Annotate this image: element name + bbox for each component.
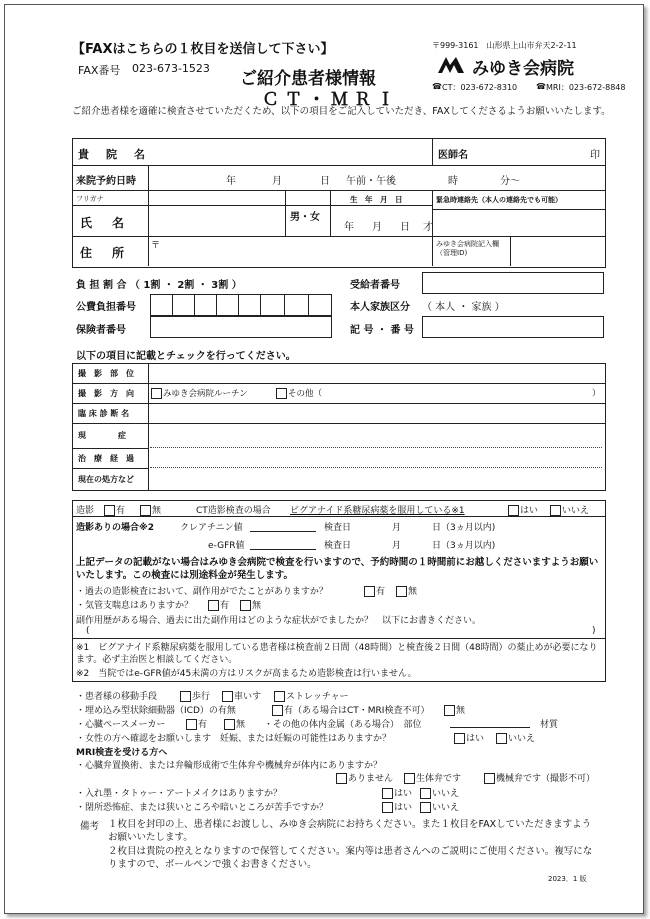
- biguanide-question: ビグアナイド系糖尿病薬を服用している※1: [290, 506, 465, 516]
- urgent-input[interactable]: [436, 212, 602, 234]
- site-input[interactable]: [152, 366, 600, 381]
- age-unit: 才: [423, 222, 433, 233]
- egfr-month[interactable]: 月: [392, 541, 402, 551]
- visit-minute[interactable]: 分～: [500, 176, 520, 187]
- creatinine-date-label: 検査日: [324, 523, 352, 533]
- hospital-address: 〒999-3161 山形県上山市弁天2-2-11: [432, 41, 577, 50]
- family-label: 本人家族区分: [350, 302, 410, 313]
- course-label: 治 療 経 過: [78, 454, 134, 463]
- doctor-input[interactable]: [480, 145, 585, 161]
- material-label: 材質: [540, 720, 559, 730]
- diagnosis-input[interactable]: [152, 406, 600, 421]
- with-contrast-label: 造影ありの場合※2: [76, 523, 155, 533]
- name-input[interactable]: [154, 208, 282, 234]
- family-select[interactable]: （ 本人 ・ 家族 ）: [422, 302, 505, 313]
- medication-input[interactable]: [152, 470, 600, 487]
- intro-text: ご紹介患者様を適確に検査させていただくため、以下の項目をご記入していただき、FAXしてくださるようお願いいたします。: [72, 106, 611, 117]
- tattoo-question: ・入れ墨・タトゥー・アートメイクはありますか？: [76, 789, 283, 799]
- past-side-effect-question: ・過去の造影検査において、副作用がでたことがありますか？: [76, 587, 328, 597]
- contrast-no-checkbox[interactable]: [140, 505, 151, 516]
- symptom-label: 現 症: [78, 431, 126, 440]
- biguanide-no-option[interactable]: いいえ: [550, 503, 589, 516]
- contrast-notice: 上記データの記載がない場合はみゆき会病院で検査を行いますので、予約時間の１時間前にお越しくださいますようお願いいたします。この検査には別途料金が発生します。: [76, 557, 599, 581]
- claustrophobia-yes-checkbox[interactable]: [382, 802, 393, 813]
- note-2: ※2 当院ではe-GFR値が45未満の方はリスクが高まるため造影検査は行いません。: [76, 669, 417, 679]
- icd-yes-checkbox[interactable]: [272, 705, 283, 716]
- recipient-input[interactable]: [422, 272, 604, 294]
- pacemaker-yes-checkbox[interactable]: [186, 719, 197, 730]
- pregnancy-yes-checkbox[interactable]: [454, 733, 465, 744]
- icd-question: ・埋め込み型状除細動器（ICD）の有無: [76, 706, 236, 716]
- birth-day[interactable]: 日: [400, 222, 410, 233]
- stretcher-option[interactable]: ストレッチャー: [274, 689, 349, 702]
- creatinine-day-note: 日（3ヵ月以内): [432, 523, 496, 533]
- valve-question: ・心臓弁置換術、または弁輪形成術で生体弁や機械弁が体内にありますか？: [76, 761, 383, 771]
- valve-mech-option[interactable]: 機械弁です（撮影不可）: [484, 771, 595, 784]
- tattoo-no-checkbox[interactable]: [420, 788, 431, 799]
- claustrophobia-no-checkbox[interactable]: [420, 802, 431, 813]
- valve-bio-checkbox[interactable]: [404, 773, 415, 784]
- form-title: ご紹介患者様情報: [240, 69, 376, 89]
- direction-label: 撮 影 方 向: [78, 389, 134, 398]
- egfr-label: e-GFR値: [208, 541, 245, 551]
- medication-label: 現在の処方など: [78, 475, 134, 484]
- past-no-option[interactable]: 無: [396, 584, 417, 597]
- valve-none-checkbox[interactable]: [336, 773, 347, 784]
- postal-mark: 〒: [151, 241, 161, 251]
- phone-icon: ☎: [432, 82, 442, 91]
- burden-label[interactable]: 負 担 割 合 （ 1割 ・ 2割 ・ 3割 ）: [76, 280, 242, 291]
- claustrophobia-no-option[interactable]: いいえ: [420, 800, 459, 813]
- history-close-paren: ): [592, 626, 596, 636]
- metal-question: ・その他の体内金属（ある場合） 部位: [264, 720, 422, 730]
- tattoo-no-option[interactable]: いいえ: [420, 786, 459, 799]
- pregnancy-yes-option[interactable]: はい: [454, 731, 484, 744]
- symbol-input[interactable]: [422, 316, 604, 338]
- past-yes-checkbox[interactable]: [364, 586, 375, 597]
- sex-select[interactable]: 男・女: [290, 212, 320, 223]
- ct-tel: CT：023-672-8310: [442, 83, 518, 92]
- pacemaker-question: ・心臓ペースメーカー: [76, 720, 166, 730]
- visit-label: 来院予約日時: [76, 176, 136, 187]
- visit-year[interactable]: 年: [226, 176, 236, 187]
- metal-site-input[interactable]: [450, 727, 530, 728]
- seal-mark: 印: [590, 150, 600, 161]
- insurer-label: 保険者番号: [76, 325, 126, 336]
- visit-ampm[interactable]: 午前・午後: [346, 176, 396, 187]
- asthma-question: ・気管支喘息はありますか？: [76, 601, 194, 611]
- visit-day[interactable]: 日: [320, 176, 330, 187]
- contrast-no-option[interactable]: 無: [140, 503, 161, 516]
- symptom-input[interactable]: [152, 426, 600, 466]
- hospital-logo-icon: [436, 55, 468, 78]
- contrast-yes-option[interactable]: 有: [104, 503, 125, 516]
- creatinine-month[interactable]: 月: [392, 523, 402, 533]
- valve-none-option[interactable]: ありません: [336, 771, 393, 784]
- asthma-yes-option[interactable]: 有: [208, 598, 229, 611]
- walk-checkbox[interactable]: [180, 691, 191, 702]
- routine-option[interactable]: みゆき会病院ルーチン: [151, 387, 248, 399]
- recipient-label: 受給者番号: [350, 280, 400, 291]
- public-number-input[interactable]: [150, 294, 332, 316]
- pacemaker-yes-option[interactable]: 有: [186, 717, 207, 730]
- history-open-paren: (: [86, 626, 90, 636]
- mri-heading: MRI検査を受ける方へ: [76, 748, 168, 758]
- remark-1: １枚目を封印の上、患者様にお渡しし、みゆき会病院にお持ちください。また１枚目をFAXしていただきますようお願いいたします。: [108, 819, 592, 843]
- visit-month[interactable]: 月: [272, 176, 282, 187]
- routine-checkbox[interactable]: [151, 388, 162, 399]
- furigana-label: フリガナ: [76, 195, 104, 203]
- contrast-yes-checkbox[interactable]: [104, 505, 115, 516]
- diagnosis-label: 臨 床 診 断 名: [78, 409, 130, 418]
- biguanide-yes-checkbox[interactable]: [508, 505, 519, 516]
- other-close-paren: ）: [592, 389, 601, 399]
- past-no-checkbox[interactable]: [396, 586, 407, 597]
- contrast-label: 造影: [76, 506, 95, 516]
- icd-yes-option[interactable]: 有（ある場合はCT・MRI検査不可）: [272, 703, 429, 716]
- history-input[interactable]: [96, 624, 586, 637]
- asthma-yes-checkbox[interactable]: [208, 600, 219, 611]
- address-input[interactable]: [162, 240, 428, 264]
- pregnancy-no-option[interactable]: いいえ: [496, 731, 535, 744]
- wheelchair-option[interactable]: 車いす: [222, 689, 261, 702]
- birth-year[interactable]: 年: [344, 222, 354, 233]
- pacemaker-no-option[interactable]: 無: [224, 717, 245, 730]
- insurer-input[interactable]: [150, 316, 332, 338]
- fax-notice: 【FAXはこちらの１枚目を送信して下さい】: [72, 42, 334, 57]
- egfr-date-label: 検査日: [324, 541, 352, 551]
- birth-month[interactable]: 月: [372, 222, 382, 233]
- note-1: ※1 ビグアナイド系糖尿病薬を服用している患者様は検査前２日間（48時間）と検査後２日間（48時間）の薬止めが必要になります。必ず主治医と相談してください。: [76, 643, 598, 665]
- asthma-no-checkbox[interactable]: [240, 600, 251, 611]
- egfr-day-note: 日（3ヵ月以内): [432, 541, 496, 551]
- urgent-label: 緊急時連絡先（本人の連絡先でも可能）: [436, 196, 562, 204]
- claustrophobia-yes-option[interactable]: はい: [382, 800, 412, 813]
- doctor-label: 医師名: [438, 150, 468, 161]
- hospital-name: みゆき会病院: [472, 59, 574, 79]
- fax-label: FAX番号: [78, 64, 121, 77]
- valve-bio-option[interactable]: 生体弁です: [404, 771, 461, 784]
- stretcher-checkbox[interactable]: [274, 691, 285, 702]
- move-question: ・患者様の移動手段: [76, 692, 158, 702]
- address-label: 住 所: [80, 246, 129, 260]
- version-label: 2023．1 版: [548, 875, 587, 883]
- remark-label: 備考: [80, 821, 100, 832]
- visit-hour[interactable]: 時: [448, 176, 458, 187]
- biguanide-no-checkbox[interactable]: [550, 505, 561, 516]
- other-option[interactable]: その他（: [276, 387, 322, 399]
- asthma-no-option[interactable]: 無: [240, 598, 261, 611]
- site-label: 撮 影 部 位: [78, 369, 134, 378]
- public-label: 公費負担番号: [76, 302, 136, 313]
- tattoo-yes-option[interactable]: はい: [382, 786, 412, 799]
- tattoo-yes-checkbox[interactable]: [382, 788, 393, 799]
- walk-option[interactable]: 歩行: [180, 689, 210, 702]
- pacemaker-no-checkbox[interactable]: [224, 719, 235, 730]
- birth-label: 生 年 月 日: [350, 195, 403, 204]
- valve-mech-checkbox[interactable]: [484, 773, 495, 784]
- pregnancy-question: ・女性の方へ確認をお願いします 妊娠、または妊娠の可能性はありますか？: [76, 734, 392, 744]
- wheelchair-checkbox[interactable]: [222, 691, 233, 702]
- internal-label: みゆき会病院記入欄（管理ID): [436, 240, 499, 257]
- biguanide-yes-option[interactable]: はい: [508, 503, 538, 516]
- furigana-input[interactable]: [154, 192, 282, 204]
- claustrophobia-question: ・閉所恐怖症、または狭いところや暗いところが苦手ですか？: [76, 803, 329, 813]
- history-question: 副作用歴がある場合、過去に出た副作用はどのような症状がでましたか？ 以下にお書きください。: [76, 616, 482, 626]
- fax-number: 023-673-1523: [132, 62, 210, 75]
- phone-icon: ☎: [536, 82, 546, 91]
- name-label: 氏 名: [80, 216, 129, 230]
- past-yes-option[interactable]: 有: [364, 584, 385, 597]
- ct-case-label: CT造影検査の場合: [196, 506, 271, 516]
- form-subtitle: ＣＴ・ＭＲＩ: [262, 90, 400, 110]
- remark-2: ２枚目は貴院の控えとなりますので保管してください。案内等は患者さんへのご説明にご使用ください。複写になりますので、ボールペンで強くお書きください。: [108, 846, 593, 870]
- mri-tel: MRI：023-672-8848: [546, 83, 626, 92]
- pregnancy-no-checkbox[interactable]: [496, 733, 507, 744]
- icd-no-checkbox[interactable]: [444, 705, 455, 716]
- hospital-name-input[interactable]: [154, 145, 426, 161]
- icd-no-option[interactable]: 無: [444, 703, 465, 716]
- hospital-name-label: 貴 院 名: [78, 148, 148, 161]
- check-intro: 以下の項目に記載とチェックを行ってください。: [76, 351, 296, 362]
- symbol-label: 記 号 ・ 番 号: [350, 325, 414, 336]
- other-checkbox[interactable]: [276, 388, 287, 399]
- creatinine-label: クレアチニン値: [180, 523, 243, 533]
- creatinine-input[interactable]: [250, 531, 316, 532]
- egfr-input[interactable]: [250, 549, 316, 550]
